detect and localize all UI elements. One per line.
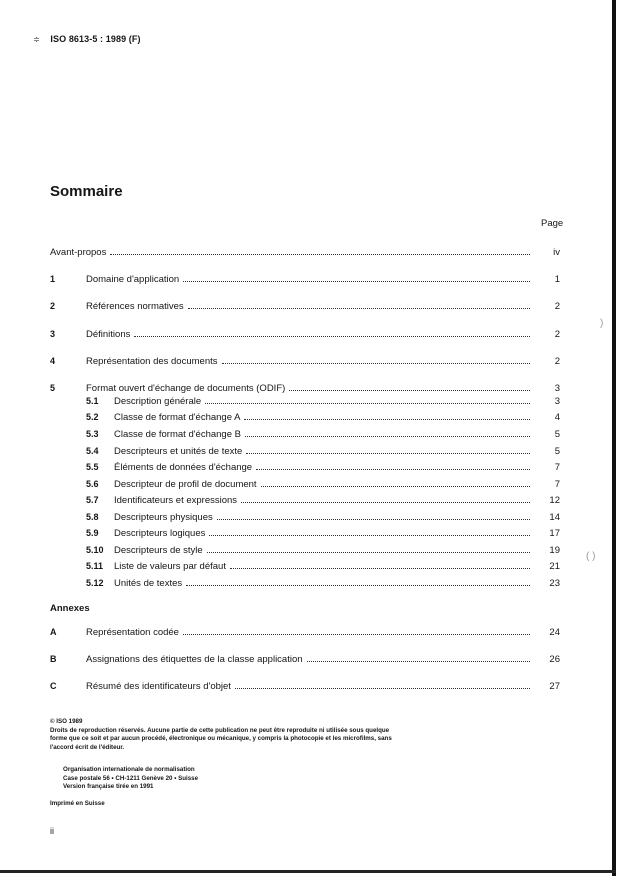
toc-entry-label: Descripteurs logiques — [114, 528, 206, 539]
toc-entry-label: Descripteurs de style — [114, 545, 203, 556]
toc-entry-page: 1 — [554, 274, 560, 285]
toc-subentry-5-4[interactable] — [50, 444, 560, 458]
toc-entry-number: 5.5 — [86, 462, 99, 472]
toc-entry-page: 17 — [549, 528, 560, 539]
toc-entry-page: 7 — [554, 479, 560, 490]
toc-entry-1[interactable] — [50, 272, 560, 286]
toc-annex-a[interactable] — [50, 625, 560, 639]
dot-leader — [183, 272, 530, 282]
toc-entry-number: 5.9 — [86, 528, 99, 538]
toc-subentry-5-2[interactable] — [50, 410, 560, 424]
toc-annex-b[interactable] — [50, 652, 560, 666]
toc-entry-page: 5 — [554, 446, 560, 457]
copyright-rights: Droits de reproduction réservés. Aucune partie de cette publication ne peut être reproduite ni utilisée sous quelque forme que ce soit et par aucun procédé, électronique ou mécanique, y compris la photocopie et les microfilms, sans l'accord écrit de l'éditeur. — [50, 726, 392, 751]
toc-entry-label: Domaine d'application — [86, 274, 180, 285]
standard-header — [33, 34, 141, 44]
toc-entry-3[interactable] — [50, 327, 560, 341]
scan-artifact: ( ) — [586, 551, 596, 562]
organization-version: Version française tirée en 1991 — [63, 783, 154, 791]
page-column-label: Page — [541, 218, 564, 229]
dot-leader — [207, 543, 530, 553]
page-edge-right — [612, 0, 616, 876]
toc-entry-number: 5.8 — [86, 512, 99, 522]
toc-entry-page: 27 — [549, 681, 560, 692]
toc-subentry-5-1[interactable] — [50, 394, 560, 408]
toc-entry-label: Descripteurs et unités de texte — [114, 446, 243, 457]
dot-leader — [183, 625, 530, 635]
toc-entry-number: A — [50, 627, 57, 637]
toc-entry-page: 24 — [549, 627, 560, 638]
toc-subentry-5-7[interactable] — [50, 493, 560, 507]
toc-subentry-5-10[interactable] — [50, 543, 560, 557]
dot-leader — [188, 299, 530, 309]
annexes-heading: Annexes — [50, 603, 90, 614]
page-folio: ii — [50, 826, 54, 836]
page-title: Sommaire — [50, 183, 123, 200]
toc-entry-number: 5.3 — [86, 429, 99, 439]
toc-entry-number: 3 — [50, 329, 56, 339]
toc-entry-page: 14 — [549, 512, 560, 523]
toc-entry-foreword[interactable] — [50, 245, 560, 259]
toc-entry-page: 2 — [554, 356, 560, 367]
toc-entry-label: Représentation codée — [86, 627, 179, 638]
dot-leader — [235, 679, 530, 689]
toc-entry-number: 4 — [50, 356, 56, 366]
copyright-notice — [50, 718, 400, 752]
page-edge-bottom — [0, 870, 616, 873]
toc-entry-page: 21 — [549, 561, 560, 572]
toc-entry-page: 3 — [554, 383, 560, 394]
toc-entry-label: Descripteurs physiques — [114, 512, 213, 523]
toc-entry-number: 5.11 — [86, 561, 104, 571]
dot-leader — [134, 327, 530, 337]
toc-entry-number: 5 — [50, 383, 56, 393]
toc-entry-label: Liste de valeurs par défaut — [114, 561, 226, 572]
toc-entry-number: 5.4 — [86, 446, 99, 456]
scan-artifact: ) — [600, 318, 604, 329]
toc-entry-label: Identificateurs et expressions — [114, 495, 238, 506]
toc-entry-label: Avant-propos — [50, 247, 107, 258]
toc-entry-number: 5.10 — [86, 545, 104, 555]
toc-entry-label: Classe de format d'échange B — [114, 429, 241, 440]
toc-entry-page: iv — [553, 247, 560, 258]
toc-subentry-5-5[interactable] — [50, 460, 560, 474]
dot-leader — [245, 427, 530, 437]
organization-block — [63, 766, 323, 792]
toc-entry-page: 5 — [554, 429, 560, 440]
toc-entry-number: 5.7 — [86, 495, 99, 505]
toc-entry-page: 4 — [554, 412, 560, 423]
dot-leader — [289, 381, 530, 391]
toc-subentry-5-12[interactable] — [50, 576, 560, 590]
toc-entry-label: Définitions — [86, 329, 131, 340]
dot-leader — [217, 510, 530, 520]
toc-entry-label: Classe de format d'échange A — [114, 412, 241, 423]
printed-in: Imprimé en Suisse — [50, 800, 105, 807]
toc-entry-page: 2 — [554, 301, 560, 312]
organization-address: Case postale 56 • CH-1211 Genève 20 • Suisse — [63, 774, 199, 782]
toc-entry-label: Résumé des identificateurs d'objet — [86, 681, 231, 692]
toc-entry-label: Représentation des documents — [86, 356, 218, 367]
header-marker: ≑ — [33, 35, 40, 44]
toc-entry-page: 23 — [549, 578, 560, 589]
toc-entry-label: Format ouvert d'échange de documents (ODIF) — [86, 383, 286, 394]
copyright-line: © ISO 1989 — [50, 718, 83, 725]
dot-leader — [246, 444, 530, 454]
toc-entry-page: 26 — [549, 654, 560, 665]
toc-entry-page: 12 — [549, 495, 560, 506]
toc-entry-number: B — [50, 654, 57, 664]
toc-subentry-5-11[interactable] — [50, 559, 560, 573]
dot-leader — [256, 460, 530, 470]
toc-entry-number: 2 — [50, 301, 56, 311]
toc-entry-number: 1 — [50, 274, 56, 284]
dot-leader — [244, 410, 530, 420]
toc-entry-5[interactable] — [50, 381, 560, 395]
toc-entry-label: Références normatives — [86, 301, 184, 312]
organization-name: Organisation internationale de normalisation — [63, 766, 195, 773]
standard-reference: ISO 8613-5 : 1989 (F) — [50, 34, 141, 44]
toc-entry-number: 5.2 — [86, 412, 99, 422]
toc-entry-label: Descripteur de profil de document — [114, 479, 257, 490]
toc-entry-number: 5.12 — [86, 578, 104, 588]
toc-entry-label: Éléments de données d'échange — [114, 462, 253, 473]
toc-subentry-5-6[interactable] — [50, 477, 560, 491]
dot-leader — [186, 576, 530, 586]
toc-entry-number: C — [50, 681, 57, 691]
dot-leader — [110, 245, 530, 255]
toc-entry-label: Assignations des étiquettes de la classe application — [86, 654, 303, 665]
toc-entry-page: 3 — [554, 396, 560, 407]
dot-leader — [241, 493, 530, 503]
dot-leader — [222, 354, 531, 364]
toc-entry-page: 7 — [554, 462, 560, 473]
dot-leader — [261, 477, 530, 487]
toc-entry-page: 2 — [554, 329, 560, 340]
dot-leader — [205, 394, 530, 404]
toc-entry-4[interactable] — [50, 354, 560, 368]
dot-leader — [307, 652, 530, 662]
toc-entry-label: Description générale — [114, 396, 202, 407]
toc-entry-page: 19 — [549, 545, 560, 556]
toc-subentry-5-9[interactable] — [50, 526, 560, 540]
toc-annex-c[interactable] — [50, 679, 560, 693]
toc-entry-number: 5.6 — [86, 479, 99, 489]
toc-entry-2[interactable] — [50, 299, 560, 313]
dot-leader — [209, 526, 530, 536]
toc-entry-label: Unités de textes — [114, 578, 183, 589]
toc-subentry-5-8[interactable] — [50, 510, 560, 524]
toc-subentry-5-3[interactable] — [50, 427, 560, 441]
dot-leader — [230, 559, 530, 569]
toc-entry-number: 5.1 — [86, 396, 99, 406]
